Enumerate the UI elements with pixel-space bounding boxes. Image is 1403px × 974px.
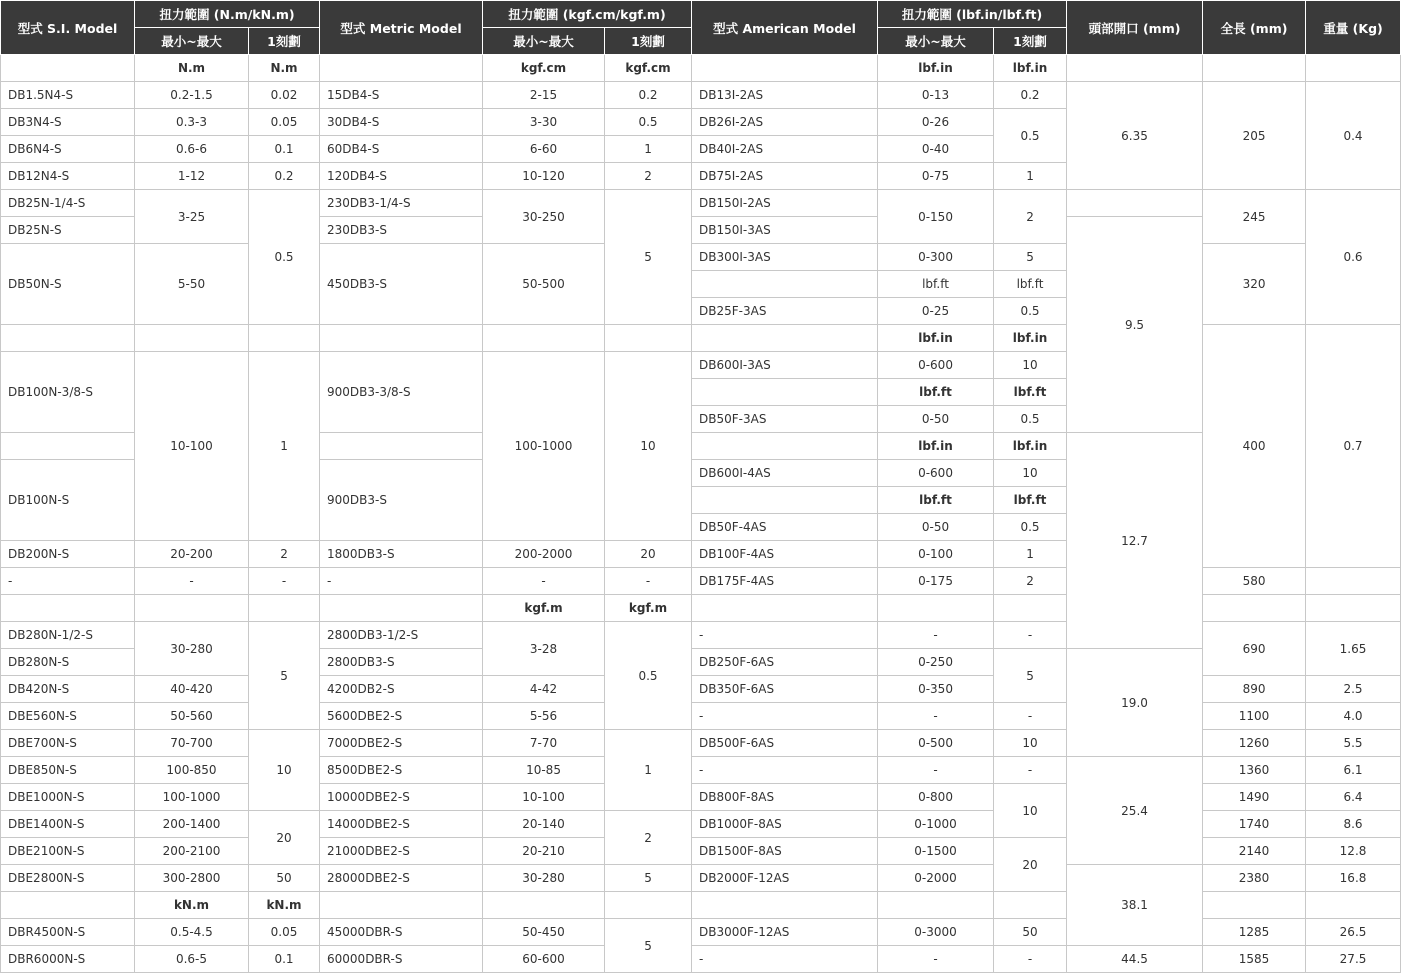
cell: 25.4 [1067, 757, 1203, 865]
cell: 3-30 [483, 109, 605, 136]
unit-label: lbf.in [878, 55, 994, 82]
unit-label: lbf.in [878, 325, 994, 352]
cell: DB6N4-S [1, 136, 135, 163]
cell: 100-1000 [483, 352, 605, 541]
cell: DB200N-S [1, 541, 135, 568]
cell: 30-250 [483, 190, 605, 244]
cell: 6-60 [483, 136, 605, 163]
cell: 2 [605, 163, 692, 190]
cell: - [135, 568, 249, 595]
cell: 400 [1203, 325, 1306, 568]
unit-label: kgf.cm [605, 55, 692, 82]
cell: DBE2800N-S [1, 865, 135, 892]
cell: 5-50 [135, 244, 249, 325]
cell: 200-2100 [135, 838, 249, 865]
cell: 1285 [1203, 919, 1306, 946]
unit-label: lbf.in [994, 325, 1067, 352]
cell: 10-100 [483, 784, 605, 811]
cell: 50-500 [483, 244, 605, 325]
cell: 0.6-6 [135, 136, 249, 163]
cell: 0-350 [878, 676, 994, 703]
cell: 0.5 [994, 406, 1067, 433]
cell: 450DB3-S [320, 244, 483, 325]
unit-label: lbf.ft [994, 379, 1067, 406]
cell: 4.0 [1306, 703, 1401, 730]
header-metric-model: 型式 Metric Model [320, 1, 483, 55]
cell: 20-140 [483, 811, 605, 838]
cell: DBR6000N-S [1, 946, 135, 973]
cell: 21000DBE2-S [320, 838, 483, 865]
cell: - [994, 946, 1067, 973]
cell: 0-40 [878, 136, 994, 163]
cell: DB1000F-8AS [692, 811, 878, 838]
cell: 4200DB2-S [320, 676, 483, 703]
unit-label: lbf.ft [994, 487, 1067, 514]
cell: - [692, 622, 878, 649]
cell: DB1500F-8AS [692, 838, 878, 865]
cell: 60000DBR-S [320, 946, 483, 973]
cell: - [994, 703, 1067, 730]
cell: 50-450 [483, 919, 605, 946]
cell: 0.5 [994, 298, 1067, 325]
cell: DB175F-4AS [692, 568, 878, 595]
cell: 0-600 [878, 460, 994, 487]
cell: 890 [1203, 676, 1306, 703]
cell: 7-70 [483, 730, 605, 757]
cell: 580 [1203, 568, 1306, 595]
cell: 0-25 [878, 298, 994, 325]
cell: 3-25 [135, 190, 249, 244]
cell: - [878, 757, 994, 784]
cell: 20 [605, 541, 692, 568]
cell: 10 [994, 460, 1067, 487]
cell: 300-2800 [135, 865, 249, 892]
cell: 1100 [1203, 703, 1306, 730]
cell: 20 [994, 838, 1067, 892]
cell: 900DB3-S [320, 460, 483, 541]
unit-row [1, 55, 1401, 82]
header-american-model: 型式 American Model [692, 1, 878, 55]
cell: 15DB4-S [320, 82, 483, 109]
cell: 8.6 [1306, 811, 1401, 838]
cell: 900DB3-3/8-S [320, 352, 483, 433]
header-range-kgf: 扭力範圍 (kgf.cm/kgf.m) [483, 1, 692, 28]
cell: 16.8 [1306, 865, 1401, 892]
cell: 60DB4-S [320, 136, 483, 163]
cell: 27.5 [1306, 946, 1401, 973]
cell: 320 [1203, 244, 1306, 325]
header-graduation: 1刻劃 [605, 28, 692, 55]
unit-label: kN.m [249, 892, 320, 919]
header-min-max: 最小~最大 [483, 28, 605, 55]
cell: 38.1 [1067, 865, 1203, 946]
cell: - [994, 622, 1067, 649]
cell: 1800DB3-S [320, 541, 483, 568]
cell: 10 [249, 730, 320, 811]
cell: 0-2000 [878, 865, 994, 892]
cell: 0-250 [878, 649, 994, 676]
cell: DBE850N-S [1, 757, 135, 784]
cell: DB100N-3/8-S [1, 352, 135, 433]
cell: 30DB4-S [320, 109, 483, 136]
cell: DBE560N-S [1, 703, 135, 730]
cell: 0.5 [605, 109, 692, 136]
cell: 1 [605, 136, 692, 163]
table-row [1, 190, 1401, 217]
cell: DB12N4-S [1, 163, 135, 190]
header-graduation: 1刻劃 [249, 28, 320, 55]
cell: 0-600 [878, 352, 994, 379]
cell: 0.5 [994, 514, 1067, 541]
cell: 5 [605, 865, 692, 892]
cell: 0.05 [249, 109, 320, 136]
cell: - [994, 757, 1067, 784]
cell: 12.7 [1067, 433, 1203, 649]
unit-label: lbf.in [994, 55, 1067, 82]
cell: 10-100 [135, 352, 249, 541]
cell: - [878, 622, 994, 649]
cell: 0.2-1.5 [135, 82, 249, 109]
cell: 19.0 [1067, 649, 1203, 757]
cell: - [249, 568, 320, 595]
cell: 0-3000 [878, 919, 994, 946]
cell: 10 [994, 352, 1067, 379]
cell: 10 [605, 352, 692, 541]
cell: DB300I-3AS [692, 244, 878, 271]
cell: 20-200 [135, 541, 249, 568]
cell: DBR4500N-S [1, 919, 135, 946]
cell: 0.02 [249, 82, 320, 109]
unit-label: lbf.ft [994, 271, 1067, 298]
unit-label: N.m [135, 55, 249, 82]
cell: 0-26 [878, 109, 994, 136]
cell: 50 [994, 919, 1067, 946]
header-min-max: 最小~最大 [135, 28, 249, 55]
cell: 6.4 [1306, 784, 1401, 811]
cell: DBE2100N-S [1, 838, 135, 865]
cell: DB75I-2AS [692, 163, 878, 190]
table-row [1, 865, 1401, 892]
cell: 5600DBE2-S [320, 703, 483, 730]
cell: DBE1000N-S [1, 784, 135, 811]
unit-label: lbf.ft [878, 487, 994, 514]
cell: 245 [1203, 190, 1306, 244]
cell: 6.1 [1306, 757, 1401, 784]
cell: DB25N-S [1, 217, 135, 244]
cell: 100-1000 [135, 784, 249, 811]
cell: 0-1000 [878, 811, 994, 838]
cell: - [878, 703, 994, 730]
cell: 690 [1203, 622, 1306, 676]
cell: DB250F-6AS [692, 649, 878, 676]
cell: DB25N-1/4-S [1, 190, 135, 217]
cell: 1 [994, 163, 1067, 190]
cell: 3-28 [483, 622, 605, 676]
unit-label: kgf.cm [483, 55, 605, 82]
cell: 5 [994, 244, 1067, 271]
cell: 1740 [1203, 811, 1306, 838]
cell: DB280N-S [1, 649, 135, 676]
cell: 50-560 [135, 703, 249, 730]
cell: DB800F-8AS [692, 784, 878, 811]
cell: 10-85 [483, 757, 605, 784]
cell: 0.5-4.5 [135, 919, 249, 946]
cell: DB150I-2AS [692, 190, 878, 217]
table-row [1, 946, 1401, 973]
cell: 5 [249, 622, 320, 730]
cell: 4-42 [483, 676, 605, 703]
cell: 0-50 [878, 406, 994, 433]
cell: 10-120 [483, 163, 605, 190]
unit-label: lbf.in [878, 433, 994, 460]
cell: 2800DB3-S [320, 649, 483, 676]
unit-label: lbf.ft [878, 271, 994, 298]
cell: 2800DB3-1/2-S [320, 622, 483, 649]
header-range-nm: 扭力範圍 (N.m/kN.m) [135, 1, 320, 28]
cell: DB600I-3AS [692, 352, 878, 379]
cell: 0.2 [605, 82, 692, 109]
cell: 2 [605, 811, 692, 865]
cell: 0-800 [878, 784, 994, 811]
unit-label: kN.m [135, 892, 249, 919]
cell: - [605, 568, 692, 595]
cell: 0-13 [878, 82, 994, 109]
cell: 1.65 [1306, 622, 1401, 676]
cell: 1 [249, 352, 320, 541]
cell: 2 [994, 568, 1067, 595]
cell: 9.5 [1067, 217, 1203, 433]
cell: 0-150 [878, 190, 994, 244]
header-graduation: 1刻劃 [994, 28, 1067, 55]
unit-label: lbf.in [994, 433, 1067, 460]
cell: 45000DBR-S [320, 919, 483, 946]
cell: 26.5 [1306, 919, 1401, 946]
cell: 10 [994, 784, 1067, 838]
cell: - [692, 946, 878, 973]
cell: 2140 [1203, 838, 1306, 865]
cell: 100-850 [135, 757, 249, 784]
cell: - [692, 703, 878, 730]
header-si-model: 型式 S.I. Model [1, 1, 135, 55]
cell: 0.3-3 [135, 109, 249, 136]
header-head-opening: 頭部開口 (mm) [1067, 1, 1203, 55]
cell: 1360 [1203, 757, 1306, 784]
unit-label: kgf.m [483, 595, 605, 622]
table-row [1, 82, 1401, 109]
cell: 12.8 [1306, 838, 1401, 865]
cell: 0-75 [878, 163, 994, 190]
cell: DB2000F-12AS [692, 865, 878, 892]
cell: DB3N4-S [1, 109, 135, 136]
cell: - [692, 757, 878, 784]
cell: 5 [605, 919, 692, 973]
cell: DBE1400N-S [1, 811, 135, 838]
cell: 70-700 [135, 730, 249, 757]
cell: 60-600 [483, 946, 605, 973]
cell: 0.2 [994, 82, 1067, 109]
cell: DB350F-6AS [692, 676, 878, 703]
cell: DB13I-2AS [692, 82, 878, 109]
cell: 2-15 [483, 82, 605, 109]
cell: 0.1 [249, 946, 320, 973]
cell: 230DB3-1/4-S [320, 190, 483, 217]
cell: 120DB4-S [320, 163, 483, 190]
unit-label: lbf.ft [878, 379, 994, 406]
cell: 205 [1203, 82, 1306, 190]
cell: 0.2 [249, 163, 320, 190]
cell: 10000DBE2-S [320, 784, 483, 811]
cell: 0-175 [878, 568, 994, 595]
cell: - [1, 568, 135, 595]
cell: 2 [249, 541, 320, 568]
cell: 40-420 [135, 676, 249, 703]
cell: 2.5 [1306, 676, 1401, 703]
cell: - [878, 946, 994, 973]
cell: 5 [994, 649, 1067, 703]
cell: 0-1500 [878, 838, 994, 865]
cell: 200-1400 [135, 811, 249, 838]
unit-label: N.m [249, 55, 320, 82]
cell: DB50F-3AS [692, 406, 878, 433]
cell: 10 [994, 730, 1067, 757]
cell: DB26I-2AS [692, 109, 878, 136]
cell: 5-56 [483, 703, 605, 730]
cell: 2 [994, 190, 1067, 244]
cell: 0.4 [1306, 82, 1401, 190]
cell: 6.35 [1067, 82, 1203, 190]
cell: 50 [249, 865, 320, 892]
cell: - [483, 568, 605, 595]
cell: 230DB3-S [320, 217, 483, 244]
cell: DB50N-S [1, 244, 135, 325]
cell: 44.5 [1067, 946, 1203, 973]
cell: DB40I-2AS [692, 136, 878, 163]
cell: 0.6-5 [135, 946, 249, 973]
cell: 20 [249, 811, 320, 865]
header-weight: 重量 (Kg) [1306, 1, 1401, 55]
cell: DB100N-S [1, 460, 135, 541]
cell: 0-50 [878, 514, 994, 541]
cell: 1260 [1203, 730, 1306, 757]
cell: 5 [605, 190, 692, 325]
header-min-max: 最小~最大 [878, 28, 994, 55]
cell: 28000DBE2-S [320, 865, 483, 892]
cell: DBE700N-S [1, 730, 135, 757]
cell: DB50F-4AS [692, 514, 878, 541]
cell: 0-100 [878, 541, 994, 568]
cell: DB280N-1/2-S [1, 622, 135, 649]
cell: 1 [605, 730, 692, 811]
cell: DB3000F-12AS [692, 919, 878, 946]
cell: 7000DBE2-S [320, 730, 483, 757]
unit-label: kgf.m [605, 595, 692, 622]
cell: DB600I-4AS [692, 460, 878, 487]
cell: 0.5 [994, 109, 1067, 163]
cell: DB150I-3AS [692, 217, 878, 244]
cell: 0-500 [878, 730, 994, 757]
cell: 0.5 [249, 190, 320, 325]
cell: 1-12 [135, 163, 249, 190]
cell: 0.05 [249, 919, 320, 946]
cell: DB100F-4AS [692, 541, 878, 568]
cell: DB420N-S [1, 676, 135, 703]
cell: 0-300 [878, 244, 994, 271]
cell: DB500F-6AS [692, 730, 878, 757]
header-length: 全長 (mm) [1203, 1, 1306, 55]
cell: DB1.5N4-S [1, 82, 135, 109]
cell: 1 [994, 541, 1067, 568]
cell: 0.5 [605, 622, 692, 730]
cell: 0.7 [1306, 325, 1401, 568]
cell: 20-210 [483, 838, 605, 865]
cell: 0.1 [249, 136, 320, 163]
header-range-lbf: 扭力範圍 (lbf.in/lbf.ft) [878, 1, 1067, 28]
cell: 1585 [1203, 946, 1306, 973]
cell: 2380 [1203, 865, 1306, 892]
cell: 14000DBE2-S [320, 811, 483, 838]
cell: 0.6 [1306, 190, 1401, 325]
cell: 5.5 [1306, 730, 1401, 757]
cell: - [320, 568, 483, 595]
cell: DB25F-3AS [692, 298, 878, 325]
cell: 8500DBE2-S [320, 757, 483, 784]
cell: 30-280 [135, 622, 249, 676]
table-row [1, 757, 1401, 784]
cell: 30-280 [483, 865, 605, 892]
cell: 1490 [1203, 784, 1306, 811]
cell: 200-2000 [483, 541, 605, 568]
